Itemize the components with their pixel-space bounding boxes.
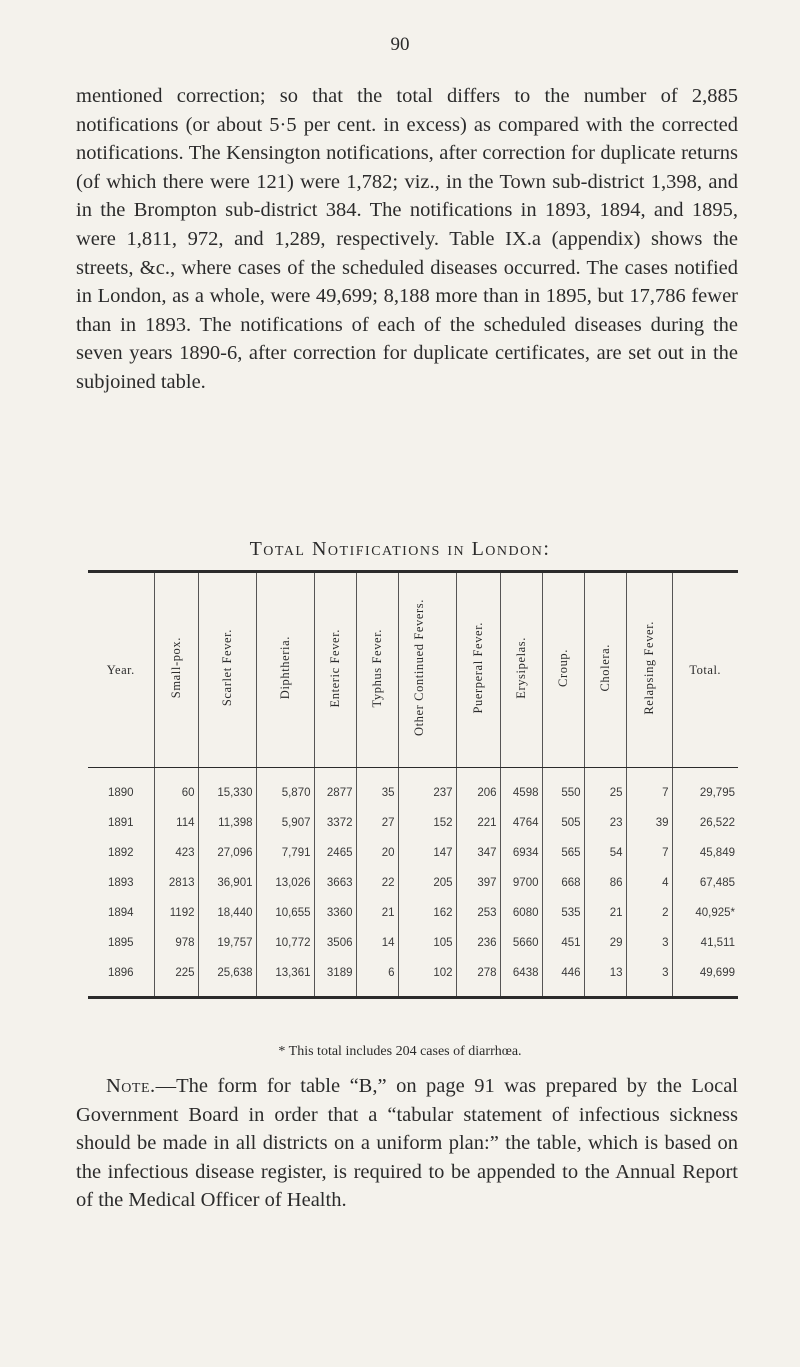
table-cell: 114 — [154, 808, 198, 838]
table-cell: 13 — [584, 958, 626, 998]
page-number: 90 — [390, 34, 410, 55]
table-cell: 45,849 — [672, 838, 738, 868]
table-cell: 253 — [456, 898, 500, 928]
table-body — [88, 768, 738, 998]
table-cell: 102 — [398, 958, 456, 998]
table-title: Total Notifications in London: — [249, 538, 551, 560]
header-total-label: Total. — [689, 662, 722, 677]
header-croup-label: Croup. — [556, 649, 570, 687]
table-cell: 535 — [542, 898, 584, 928]
notifications-table — [88, 570, 738, 999]
header-year-label: Year. — [106, 662, 135, 677]
table-cell: 3 — [626, 928, 672, 958]
table-cell: 3372 — [314, 808, 356, 838]
table-cell: 22 — [356, 868, 398, 898]
table-cell: 14 — [356, 928, 398, 958]
table-cell: 225 — [154, 958, 198, 998]
table-cell: 13,361 — [256, 958, 314, 998]
table-cell-year: 1894 — [107, 907, 134, 919]
table-cell: 2465 — [314, 838, 356, 868]
table-row — [88, 928, 738, 958]
table-cell: 27 — [356, 808, 398, 838]
table-cell: 3189 — [314, 958, 356, 998]
header-typhus-fever — [356, 572, 398, 768]
table-cell: 5,870 — [256, 768, 314, 809]
table-cell: 205 — [398, 868, 456, 898]
table-cell: 13,026 — [256, 868, 314, 898]
table-row — [88, 808, 738, 838]
table-row — [88, 868, 738, 898]
table-cell: 550 — [542, 768, 584, 809]
table-footnote: * This total includes 204 cases of diarrhœa. — [278, 1044, 522, 1059]
header-year — [88, 572, 154, 768]
table-cell: 978 — [154, 928, 198, 958]
table-cell: 29,795 — [672, 768, 738, 809]
table-cell: 25 — [584, 768, 626, 809]
header-puerperal-fever-label: Puerperal Fever. — [471, 622, 485, 714]
table-cell: 25,638 — [198, 958, 256, 998]
table-cell: 147 — [398, 838, 456, 868]
table-cell: 451 — [542, 928, 584, 958]
table-cell: 9700 — [500, 868, 542, 898]
table-cell: 423 — [154, 838, 198, 868]
table-cell: 347 — [456, 838, 500, 868]
header-cholera — [584, 572, 626, 768]
table-cell: 49,699 — [672, 958, 738, 998]
table-cell: 60 — [154, 768, 198, 809]
table-cell: 26,522 — [672, 808, 738, 838]
table-cell: 397 — [456, 868, 500, 898]
table-cell: 67,485 — [672, 868, 738, 898]
table-cell: 668 — [542, 868, 584, 898]
header-other-continued-fevers — [398, 572, 456, 768]
table-cell: 7,791 — [256, 838, 314, 868]
header-enteric-fever — [314, 572, 356, 768]
header-diphtheria — [256, 572, 314, 768]
header-smallpox — [154, 572, 198, 768]
header-typhus-fever-label: Typhus Fever. — [370, 628, 384, 708]
header-relapsing-fever-label: Relapsing Fever. — [642, 621, 656, 715]
table-cell: 162 — [398, 898, 456, 928]
table-cell: 5,907 — [256, 808, 314, 838]
table-cell: 221 — [456, 808, 500, 838]
table-cell: 6438 — [500, 958, 542, 998]
header-relapsing-fever — [626, 572, 672, 768]
table-cell: 1192 — [154, 898, 198, 928]
table-cell: 2813 — [154, 868, 198, 898]
note-paragraph — [76, 1072, 738, 1215]
table-cell: 35 — [356, 768, 398, 809]
table-cell: 39 — [626, 808, 672, 838]
table-cell: 10,772 — [256, 928, 314, 958]
table-cell: 105 — [398, 928, 456, 958]
table-cell: 152 — [398, 808, 456, 838]
table-cell-year: 1890 — [107, 787, 134, 799]
table-cell: 40,925* — [672, 898, 738, 928]
header-cholera-label: Cholera. — [598, 644, 612, 692]
header-diphtheria-label: Diphtheria. — [278, 636, 292, 700]
table-cell: 3663 — [314, 868, 356, 898]
table-cell: 21 — [356, 898, 398, 928]
table-cell: 6 — [356, 958, 398, 998]
header-total — [672, 572, 738, 768]
header-puerperal-fever — [456, 572, 500, 768]
table-cell: 7 — [626, 768, 672, 809]
table-row — [88, 838, 738, 868]
table-cell: 10,655 — [256, 898, 314, 928]
table-cell: 86 — [584, 868, 626, 898]
header-enteric-fever-label: Enteric Fever. — [328, 628, 342, 708]
table-cell: 41,511 — [672, 928, 738, 958]
table-cell: 4 — [626, 868, 672, 898]
table-row — [88, 958, 738, 998]
table-cell-year: 1896 — [88, 958, 154, 998]
table-cell: 6934 — [500, 838, 542, 868]
table-cell: 18,440 — [198, 898, 256, 928]
table-cell: 237 — [398, 768, 456, 809]
table-cell: 21 — [584, 898, 626, 928]
table-cell: 11,398 — [198, 808, 256, 838]
table-cell: 3 — [626, 958, 672, 998]
table-cell: 5660 — [500, 928, 542, 958]
header-croup — [542, 572, 584, 768]
table-cell: 54 — [584, 838, 626, 868]
header-erysipelas — [500, 572, 542, 768]
header-smallpox-label: Small-pox. — [169, 637, 183, 699]
table-cell: 3360 — [314, 898, 356, 928]
table-cell: 3506 — [314, 928, 356, 958]
note-text — [76, 1072, 738, 1215]
note-label: Note. — [106, 1075, 156, 1097]
header-scarlet-fever — [198, 572, 256, 768]
table-cell: 15,330 — [198, 768, 256, 809]
table-cell: 2 — [626, 898, 672, 928]
header-erysipelas-label: Erysipelas. — [514, 637, 528, 699]
table-cell: 27,096 — [198, 838, 256, 868]
table-cell: 23 — [584, 808, 626, 838]
paragraph-text: mentioned correction; so that the total differs to the number of 2,885 notifications (or about 5·5 per cent. in excess) as compared with the corrected notifications. The Kensington notifications, after correction for duplicate returns (of which there were 121) were 1,782; viz., in the Town sub-district 1,398, and in the Brompton sub-district 384. The notifications in 1893, 1894, and 1895, were 1,811, 972, and 1,289, respectively. Table IX.a (appendix) shows the streets, &c., where cases of the scheduled diseases occurred. The cases notified in London, as a whole, were 49,699; 8,188 more than in 1895, but 17,786 fewer than in 1893. The notifications of each of the scheduled diseases during the seven years 1890-6, after correction for duplicate certificates, are set out in the subjoined table. — [76, 85, 738, 393]
table-cell: 20 — [356, 838, 398, 868]
table-cell: 4598 — [500, 768, 542, 809]
table-cell: 6080 — [500, 898, 542, 928]
table-cell: 206 — [456, 768, 500, 809]
body-paragraph — [76, 82, 738, 397]
table-row — [88, 768, 738, 809]
table-cell: 236 — [456, 928, 500, 958]
table-header-row — [88, 572, 738, 768]
table-cell-year: 1891 — [107, 817, 134, 829]
table-cell-year: 1892 — [107, 847, 134, 859]
table-cell: 446 — [542, 958, 584, 998]
table-cell: 565 — [542, 838, 584, 868]
header-other-continued-fevers-label: Other Continued Fevers. — [412, 599, 426, 737]
note-body: —The form for table “B,” on page 91 was prepared by the Local Government Board in order that a “tabular statement of infectious sickness should be made in all districts on a uniform plan:” the table, which is based on the infectious disease register, is required to be appended to the Annual Report of the Medical Officer of Health. — [76, 1075, 738, 1212]
table-cell-year: 1893 — [107, 877, 134, 889]
notifications-table-container — [88, 570, 738, 999]
table-cell: 36,901 — [198, 868, 256, 898]
table-cell: 505 — [542, 808, 584, 838]
table-cell: 7 — [626, 838, 672, 868]
table-row — [88, 898, 738, 928]
table-cell: 2877 — [314, 768, 356, 809]
header-scarlet-fever-label: Scarlet Fever. — [220, 629, 234, 707]
table-cell-year: 1895 — [107, 937, 134, 949]
table-cell: 4764 — [500, 808, 542, 838]
table-cell: 278 — [456, 958, 500, 998]
table-cell: 29 — [584, 928, 626, 958]
table-cell: 19,757 — [198, 928, 256, 958]
